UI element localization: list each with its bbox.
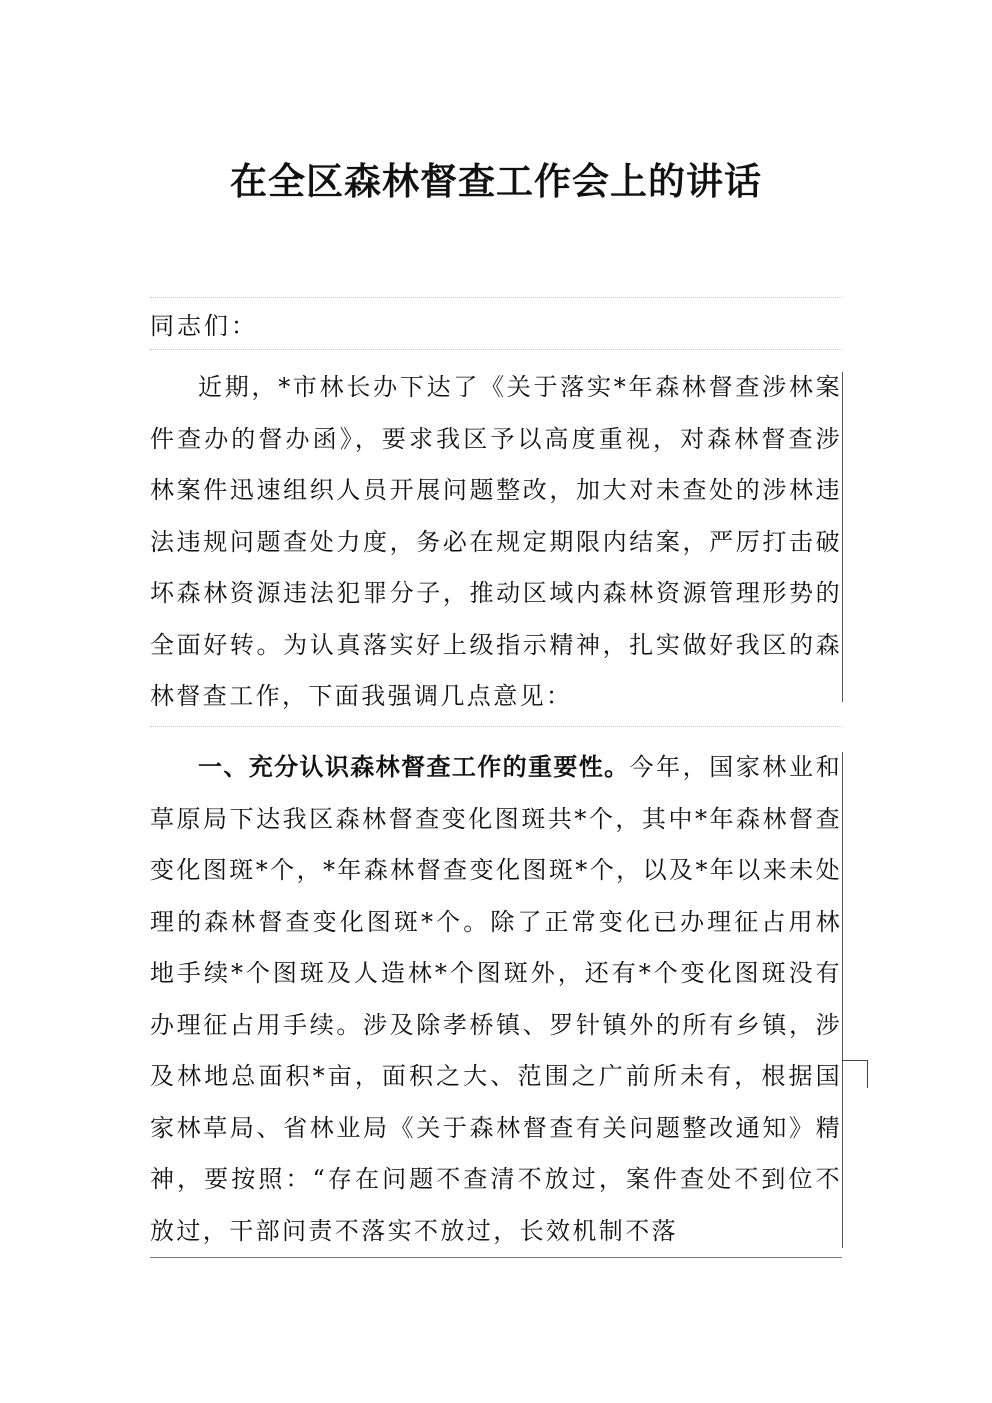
section-heading: 一、充分认识森林督查工作的重要性。 (198, 752, 630, 781)
paragraph-text: 近期，*市林长办下达了《关于落实*年森林督查涉林案件查办的督办函》，要求我区予以高度重视，对森林督查涉林案件迅速组织人员开展问题整改，加大对未查处的涉林违法违规问题查处力度，务必在规定期限内结案，严厉打击破坏森林资源违法犯罪分子，推动区域内森林资源管理形势的全面好转。为认真落实好上级指示精神，扎实做好我区的森林督查工作，下面我强调几点意见： (150, 373, 842, 710)
greeting-line: 同志们： (150, 312, 258, 340)
margin-bar (842, 752, 843, 1248)
paragraph-intro (150, 362, 842, 723)
divider (150, 349, 842, 350)
bottom-rule (150, 1257, 842, 1258)
paragraph-text: 今年，国家林业和草原局下达我区森林督查变化图斑共*个，其中*年森林督查变化图斑*个，*年森林督查变化图斑*个，以及*年以来未处理的森林督查变化图斑*个。除了正常变化已办理征占用林地手续*个图斑及人造林*个图斑外，还有*个变化图斑没有办理征占用手续。涉及除孝桥镇、罗针镇外的所有乡镇，涉及林地总面积*亩，面积之大、范围之广前所未有，根据国家林草局、省林业局《关于森林督查有关问题整改通知》精神，要按照：“存在问题不查清不放过，案件查处不到位不放过，干部问责不落实不放过，长效机制不落 (150, 753, 842, 1245)
margin-bar (842, 372, 843, 702)
document-title: 在全区森林督查工作会上的讲话 (230, 159, 762, 203)
divider (150, 726, 842, 727)
paragraph-section-1 (150, 741, 842, 1257)
corner-mark (842, 1060, 867, 1061)
corner-mark (867, 1060, 868, 1088)
divider (150, 297, 842, 298)
